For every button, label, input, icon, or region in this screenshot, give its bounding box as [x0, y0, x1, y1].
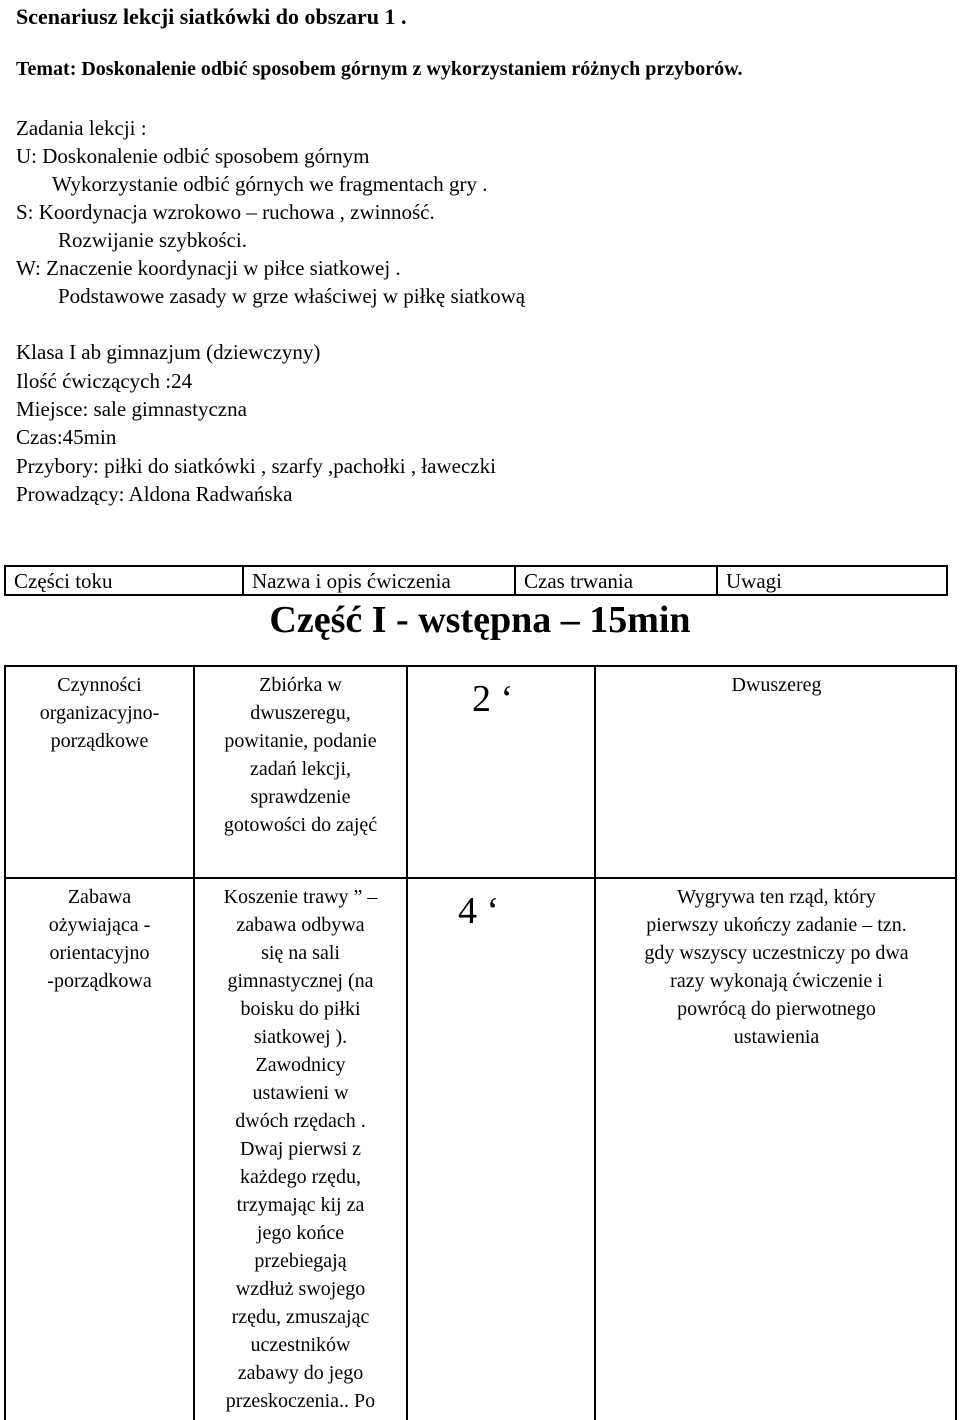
row2-description: Koszenie trawy ” – zabawa odbywa się na sali gimnastycznej (na boisku do piłki siatkowej ). Zawodnicy ustawieni w dwóch rzędach . Dwaj pierwsi z każdego rzędu, trzymając kij za jego końce przebiegają wzdłuż swojego rzędu, zmuszając uczestników zabawy do jego przeskoczenia.. Po	[223, 886, 378, 1412]
task-u2: Wykorzystanie odbić górnych we fragmentach gry .	[52, 172, 488, 196]
info-class: Klasa I ab gimnazjum (dziewczyny)	[16, 340, 321, 364]
task-s1: S: Koordynacja wzrokowo – ruchowa , zwinność.	[16, 200, 435, 224]
row1-notes: Dwuszereg	[731, 674, 822, 696]
task-w1: W: Znaczenie koordynacji w piłce siatkowej .	[16, 256, 401, 280]
column-header-description: Nazwa i opis ćwiczenia	[242, 567, 514, 594]
column-header-notes: Uwagi	[716, 567, 946, 594]
lesson-table	[4, 665, 957, 1420]
task-w2: Podstawowe zasady w grze właściwej w piłkę siatkową	[58, 284, 526, 308]
column-header-part: Części toku	[14, 569, 113, 593]
task-u1: U: Doskonalenie odbić sposobem górnym	[16, 144, 370, 168]
column-header-duration: Czas trwania	[514, 567, 716, 594]
lesson-topic: Temat: Doskonalenie odbić sposobem górnym z wykorzystaniem różnych przyborów.	[16, 58, 743, 80]
row1-duration: 2 ‘	[472, 678, 514, 720]
row1-part: Czynności organizacyjno- porządkowe	[39, 674, 160, 752]
document-title: Scenariusz lekcji siatkówki do obszaru 1 .	[16, 4, 407, 29]
task-s2: Rozwijanie szybkości.	[58, 228, 247, 252]
info-teacher: Prowadzący: Aldona Radwańska	[16, 482, 293, 506]
info-count: Ilość ćwiczących :24	[16, 369, 193, 393]
row1-description: Zbiórka w dwuszeregu, powitanie, podanie zadań lekcji, sprawdzenie gotowości do zajęć	[223, 674, 378, 836]
row2-notes: Wygrywa ten rząd, który pierwszy ukończy zadanie – tzn. gdy wszyscy uczestniczy po dwa razy wykonają ćwiczenie i powrócą do pierwotnego ustawienia	[644, 886, 909, 1048]
row-divider	[6, 877, 955, 879]
tasks-heading: Zadania lekcji :	[16, 116, 147, 140]
info-place: Miejsce: sale gimnastyczna	[16, 397, 247, 421]
column-divider	[406, 667, 408, 1420]
row2-duration: 4 ‘	[458, 890, 500, 932]
column-header-table	[4, 565, 948, 596]
info-time: Czas:45min	[16, 425, 117, 449]
part-title: Część I - wstępna – 15min	[269, 599, 691, 641]
row2-part: Zabawa ożywiająca - orientacyjno -porządkowa	[47, 886, 152, 992]
info-equipment: Przybory: piłki do siatkówki , szarfy ,pachołki , ławeczki	[16, 454, 496, 478]
